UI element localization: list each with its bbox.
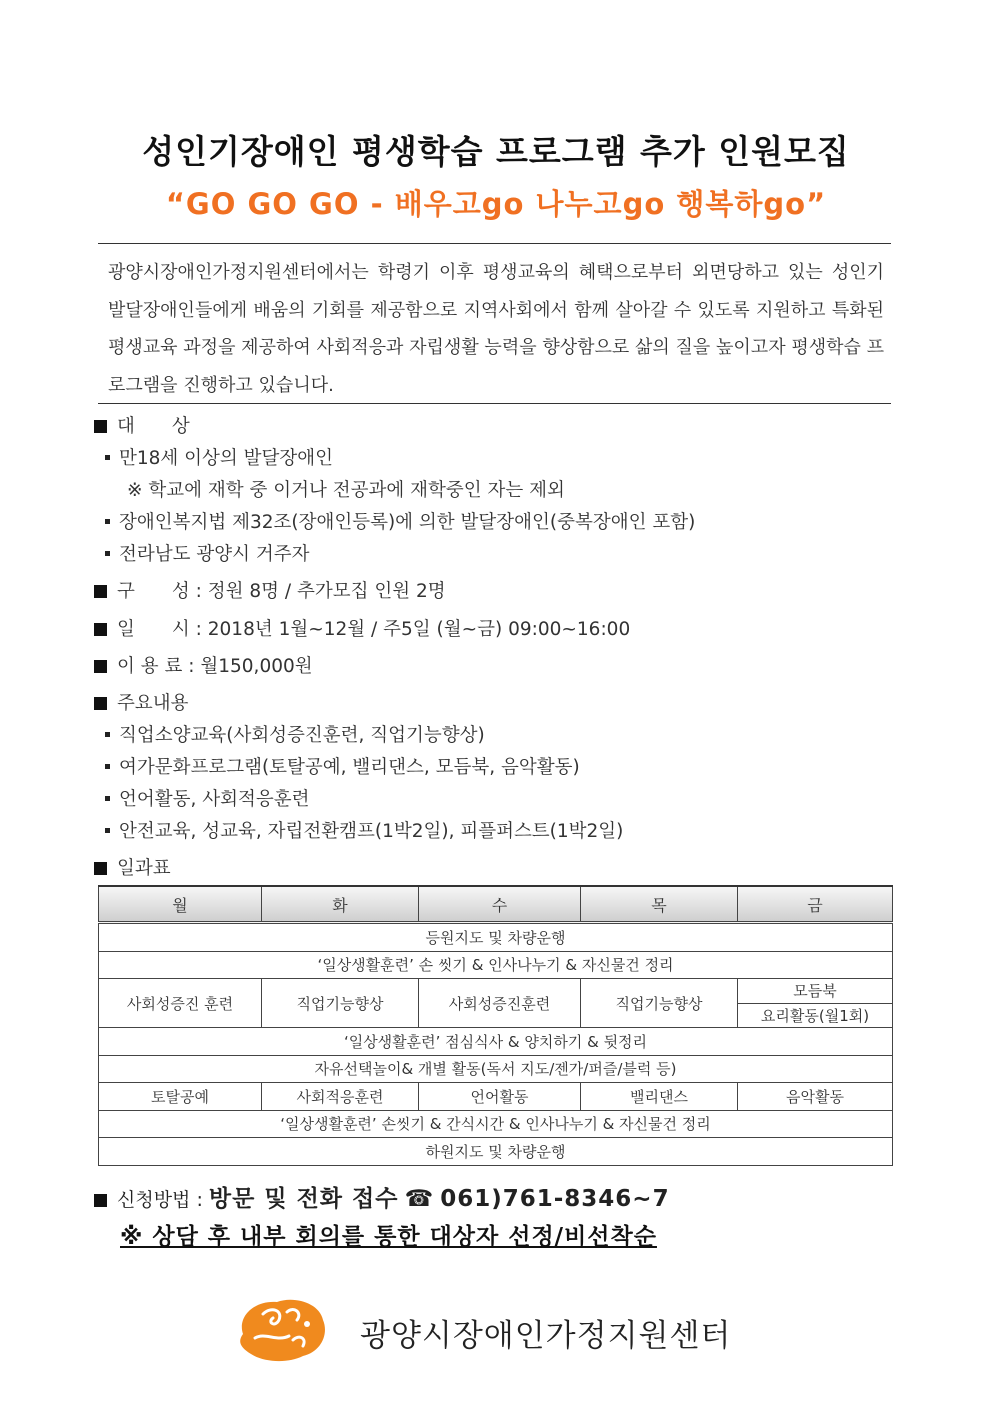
- table-row: [99, 951, 893, 979]
- target-note: ※ 학교에 재학 중 이거나 전공과에 재학중인 자는 제외: [127, 480, 565, 501]
- table-row: [99, 979, 893, 1004]
- bullet-icon: [105, 455, 110, 460]
- snack-cell: ‘일상생활훈련’ 손씻기 & 간식시간 & 인사나누기 & 자신물건 정리: [99, 1110, 893, 1138]
- schedule-value: : 2018년 1월~12월 / 주5일 (월~금) 09:00~16:00: [195, 619, 631, 640]
- contents-item: 직업소양교육(사회성증진훈련, 직업기능향상): [105, 721, 485, 747]
- session-cell: 직업기능향상: [262, 979, 419, 1028]
- morning-routine-cell: ‘일상생활훈련’ 손 씻기 & 인사나누기 & 자신물건 정리: [99, 951, 893, 979]
- day-header: 수: [419, 886, 581, 923]
- square-bullet-icon: [94, 585, 107, 598]
- organization-name: 광양시장애인가정지원센터: [360, 1318, 732, 1354]
- session-cell: 사회적응훈련: [262, 1083, 419, 1111]
- table-row: [99, 923, 893, 952]
- bullet-icon: [105, 551, 110, 556]
- target-label: 대 상: [117, 416, 190, 437]
- contents-label: 주요내용: [117, 693, 189, 714]
- intro-paragraph: 광양시장애인가정지원센터에서는 학령기 이후 평생교육의 혜택으로부터 외면당하고 있는 성인기 발달장애인들에게 배움의 기회를 제공함으로 지역사회에서 함께 살아갈 수 있도록 지원하고 특화된 평생교육 과정을 제공하여 사회적응과 자립생활 능력을 향상함으로 삶의 질을 높이고자 평생학습 프로그램을 진행하고 있습니다.: [108, 262, 884, 396]
- apply-label: 신청방법 :: [117, 1189, 203, 1211]
- selection-notice: ※ 상담 후 내부 회의를 통한 대상자 선정/비선착순: [120, 1224, 657, 1250]
- square-bullet-icon: [94, 862, 107, 875]
- target-heading: [94, 412, 190, 438]
- bullet-icon: [105, 764, 110, 769]
- session-cell: 요리활동(월1회): [738, 1003, 893, 1028]
- target-item: 장애인복지법 제32조(장애인등록)에 의한 발달장애인(중복장애인 포함): [105, 508, 695, 534]
- timetable-label: 일과표: [117, 858, 171, 879]
- apply-method: 방문 및 전화 접수: [208, 1186, 399, 1212]
- contents-heading: [94, 689, 188, 715]
- composition-row: [94, 577, 446, 603]
- fee-label: 이 용 료: [117, 656, 183, 677]
- day-header: 화: [262, 886, 419, 923]
- target-item: 만18세 이상의 발달장애인: [105, 444, 333, 470]
- target-item: 전라남도 광양시 거주자: [105, 540, 309, 566]
- table-row: [99, 1028, 893, 1056]
- center-logo: [233, 1294, 329, 1364]
- phone-icon: ☎: [404, 1186, 435, 1212]
- session-cell: 음악활동: [738, 1083, 893, 1111]
- fee-row: [94, 652, 313, 678]
- bullet-icon: [105, 796, 110, 801]
- day-header: 월: [99, 886, 262, 923]
- bullet-icon: [105, 519, 110, 524]
- schedule-row: [94, 615, 630, 641]
- phone-number[interactable]: 061)761-8346~7: [440, 1186, 670, 1212]
- table-row: [99, 1138, 893, 1166]
- arrival-cell: 등원지도 및 차량운행: [99, 923, 893, 952]
- table-row: [99, 1083, 893, 1111]
- contents-item: 여가문화프로그램(토탈공예, 밸리댄스, 모듬북, 음악활동): [105, 753, 580, 779]
- timetable: [98, 885, 893, 1166]
- divider-top: [98, 243, 891, 244]
- contents-item: 언어활동, 사회적응훈련: [105, 785, 309, 811]
- departure-cell: 하원지도 및 차량운행: [99, 1138, 893, 1166]
- square-bullet-icon: [94, 420, 107, 433]
- session-cell: 언어활동: [419, 1083, 581, 1111]
- square-bullet-icon: [94, 623, 107, 636]
- session-cell: 모듬북: [738, 979, 893, 1004]
- apply-row: [94, 1180, 670, 1213]
- slogan: “GO GO GO - 배우고go 나누고go 행복하go”: [165, 187, 827, 221]
- fee-value: : 월150,000원: [188, 656, 313, 677]
- table-row: [99, 1055, 893, 1083]
- square-bullet-icon: [94, 660, 107, 673]
- composition-value: : 정원 8명 / 추가모집 인원 2명: [195, 581, 446, 602]
- timetable-header-row: [99, 886, 893, 923]
- schedule-label: 일 시: [117, 619, 190, 640]
- square-bullet-icon: [94, 1194, 107, 1207]
- session-cell: 사회성증진 훈련: [99, 979, 262, 1028]
- free-activity-cell: 자유선택놀이& 개별 활동(독서 지도/젠가/퍼즐/블럭 등): [99, 1055, 893, 1083]
- divider-bottom: [98, 403, 891, 404]
- table-row: [99, 1110, 893, 1138]
- session-cell: 사회성증진훈련: [419, 979, 581, 1028]
- contents-item: 안전교육, 성교육, 자립전환캠프(1박2일), 피플퍼스트(1박2일): [105, 817, 623, 843]
- lunch-cell: ‘일상생활훈련’ 점심식사 & 양치하기 & 뒷정리: [99, 1028, 893, 1056]
- bullet-icon: [105, 828, 110, 833]
- session-cell: 토탈공예: [99, 1083, 262, 1111]
- day-header: 금: [738, 886, 893, 923]
- bullet-icon: [105, 732, 110, 737]
- timetable-heading: [94, 854, 171, 880]
- composition-label: 구 성: [117, 581, 190, 602]
- square-bullet-icon: [94, 697, 107, 710]
- day-header: 목: [581, 886, 738, 923]
- session-cell: 밸리댄스: [581, 1083, 738, 1111]
- session-cell: 직업기능향상: [581, 979, 738, 1028]
- page-title: 성인기장애인 평생학습 프로그램 추가 인원모집: [142, 132, 850, 171]
